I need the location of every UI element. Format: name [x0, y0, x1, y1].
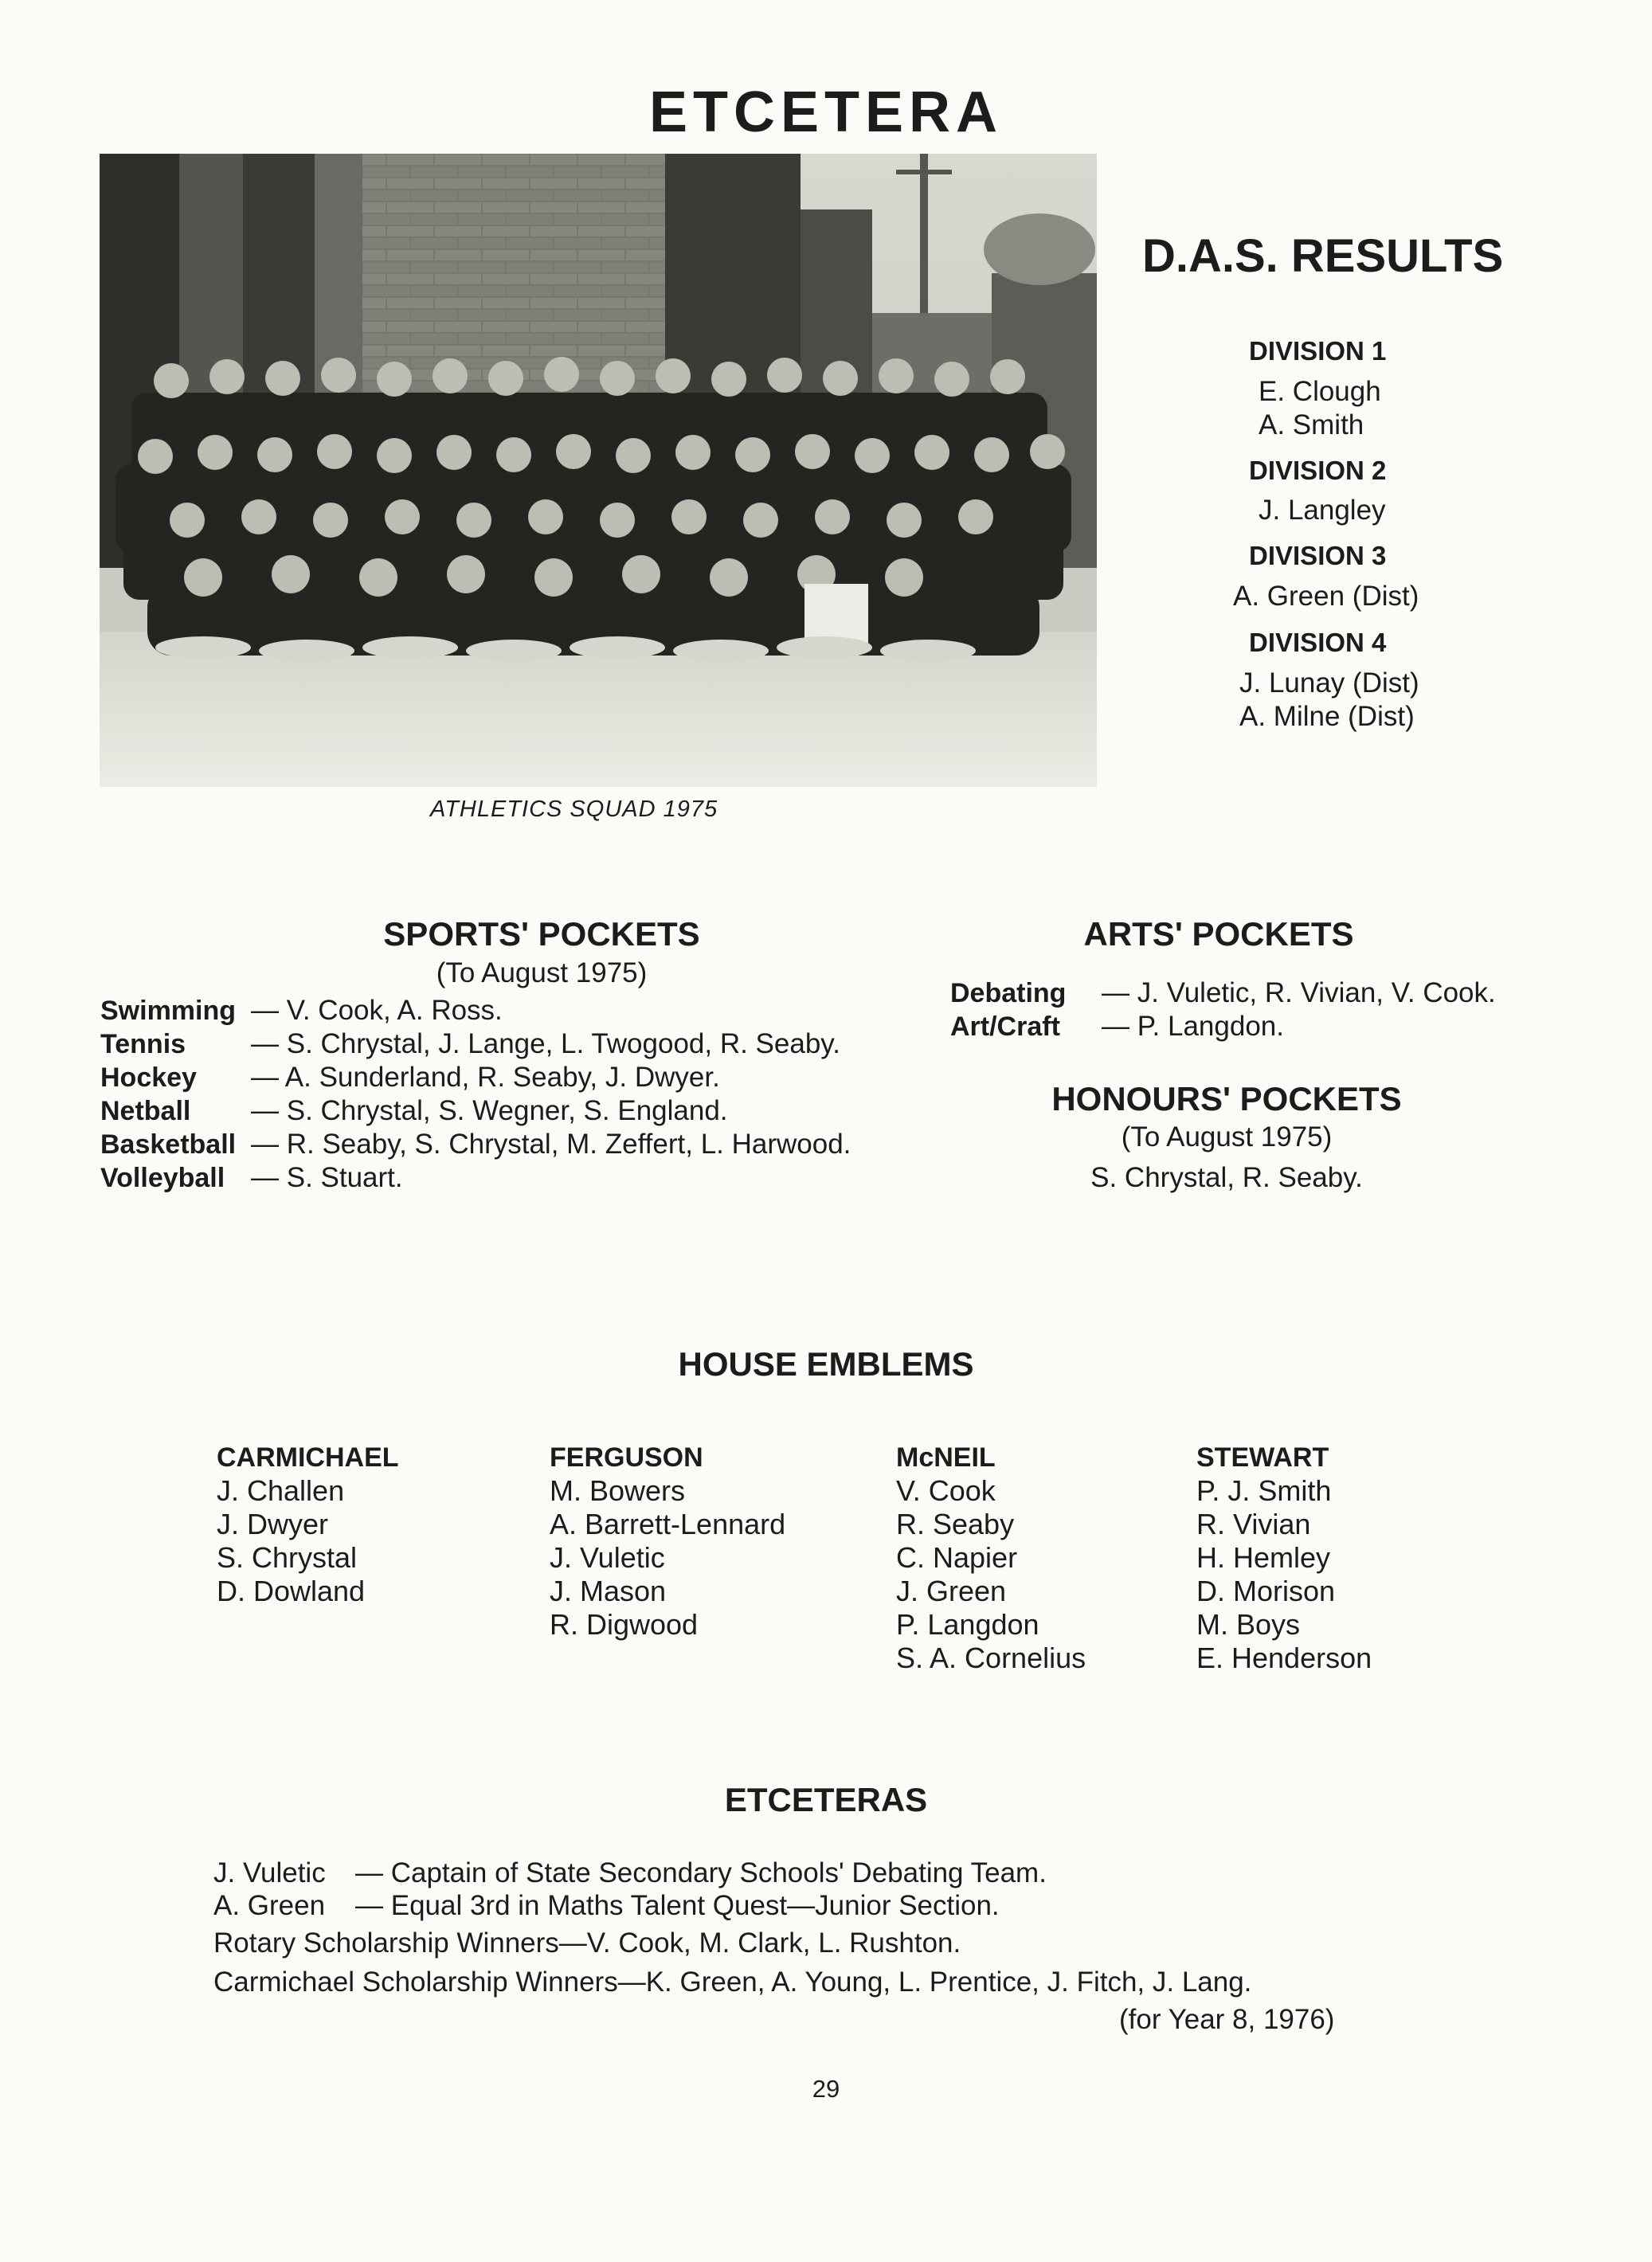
athletics-squad-photo — [100, 154, 1097, 787]
arts-pockets-title: ARTS' POCKETS — [1083, 915, 1354, 953]
house-member: P. J. Smith — [1196, 1474, 1332, 1507]
division-1-name: A. Smith — [1259, 409, 1364, 440]
division-1-name: E. Clough — [1259, 376, 1381, 407]
house-member: J. Green — [896, 1575, 1007, 1607]
house-emblems-title: HOUSE EMBLEMS — [678, 1345, 974, 1383]
sport-label: Swimming — [100, 996, 237, 1026]
arts-subject: Debating — [950, 978, 1067, 1008]
house-column-mcneil — [896, 1441, 1086, 1675]
etcetera-text: — Equal 3rd in Maths Talent Quest—Junior Section. — [355, 1890, 1000, 1921]
house-member: H. Hemley — [1196, 1541, 1331, 1574]
etcetera-text: — Captain of State Secondary Schools' Debating Team. — [355, 1857, 1047, 1888]
rotary-scholarship-line: Rotary Scholarship Winners—V. Cook, M. Clark, L. Rushton. — [213, 1927, 961, 1959]
carmichael-scholarship-line: Carmichael Scholarship Winners—K. Green, A. Young, L. Prentice, J. Fitch, J. Lang. — [213, 1967, 1252, 1998]
division-4-name: J. Lunay (Dist) — [1239, 667, 1419, 699]
house-name: STEWART — [1196, 1442, 1329, 1473]
sport-label: Tennis — [100, 1029, 186, 1059]
honours-pockets-subtitle: (To August 1975) — [1121, 1121, 1333, 1153]
photo-caption: ATHLETICS SQUAD 1975 — [430, 796, 718, 822]
sport-label: Hockey — [100, 1063, 197, 1093]
house-member: R. Digwood — [550, 1608, 699, 1641]
house-member: D. Morison — [1196, 1575, 1336, 1607]
sport-label: Netball — [100, 1096, 191, 1126]
house-member: V. Cook — [896, 1474, 996, 1507]
arts-names: — P. Langdon. — [1102, 1011, 1284, 1042]
house-name: McNEIL — [896, 1442, 996, 1473]
division-4-heading: DIVISION 4 — [1249, 628, 1387, 657]
arts-names: — J. Vuletic, R. Vivian, V. Cook. — [1102, 977, 1496, 1008]
das-results-title: D.A.S. RESULTS — [1142, 230, 1504, 282]
house-member: C. Napier — [896, 1541, 1018, 1574]
sport-names: — A. Sunderland, R. Seaby, J. Dwyer. — [251, 1062, 720, 1093]
house-column-ferguson — [550, 1441, 785, 1642]
house-member: M. Boys — [1196, 1608, 1301, 1641]
sport-names: — S. Chrystal, S. Wegner, S. England. — [251, 1095, 728, 1126]
division-2-name: J. Langley — [1259, 495, 1386, 526]
house-member: J. Mason — [550, 1575, 667, 1607]
sport-label: Basketball — [100, 1129, 237, 1160]
house-column-carmichael — [217, 1441, 399, 1608]
sport-names: — S. Chrystal, J. Lange, L. Twogood, R. Seaby. — [251, 1028, 840, 1059]
house-member: E. Henderson — [1196, 1642, 1372, 1674]
sport-names: — S. Stuart. — [251, 1162, 403, 1193]
house-member: J. Vuletic — [550, 1541, 665, 1574]
house-name: CARMICHAEL — [217, 1442, 399, 1473]
etceteras-title: ETCETERAS — [724, 1781, 928, 1818]
division-4-name: A. Milne (Dist) — [1239, 701, 1415, 732]
house-name: FERGUSON — [550, 1442, 703, 1473]
sport-names: — V. Cook, A. Ross. — [251, 995, 503, 1026]
division-3-name: A. Green (Dist) — [1233, 581, 1419, 612]
house-member: D. Dowland — [217, 1575, 366, 1607]
honours-pockets-title: HONOURS' POCKETS — [1051, 1080, 1402, 1117]
sports-pockets-subtitle: (To August 1975) — [436, 957, 648, 988]
house-member: R. Seaby — [896, 1508, 1015, 1540]
house-member: P. Langdon — [896, 1608, 1039, 1641]
house-member: J. Dwyer — [217, 1508, 329, 1540]
house-member: M. Bowers — [550, 1474, 686, 1507]
scholarship-note: (for Year 8, 1976) — [1119, 2004, 1335, 2035]
sports-pockets-title: SPORTS' POCKETS — [383, 915, 700, 953]
arts-subject: Art/Craft — [950, 1012, 1060, 1042]
house-member: R. Vivian — [1196, 1508, 1311, 1540]
division-2-heading: DIVISION 2 — [1249, 456, 1387, 485]
division-3-heading: DIVISION 3 — [1249, 541, 1387, 570]
sport-label: Volleyball — [100, 1163, 225, 1193]
page-title: ETCETERA — [648, 80, 1004, 144]
etcetera-name: J. Vuletic — [213, 1857, 326, 1888]
house-member: S. Chrystal — [217, 1541, 358, 1574]
house-member: S. A. Cornelius — [896, 1642, 1086, 1674]
page-number: 29 — [812, 2075, 840, 2103]
division-1-heading: DIVISION 1 — [1249, 336, 1387, 366]
house-member: J. Challen — [217, 1474, 345, 1507]
house-member: A. Barrett-Lennard — [550, 1508, 786, 1540]
house-column-stewart — [1196, 1441, 1372, 1675]
honours-pockets-names: S. Chrystal, R. Seaby. — [1090, 1162, 1363, 1193]
sport-names: — R. Seaby, S. Chrystal, M. Zeffert, L. Harwood. — [251, 1129, 851, 1160]
etcetera-name: A. Green — [213, 1890, 326, 1921]
